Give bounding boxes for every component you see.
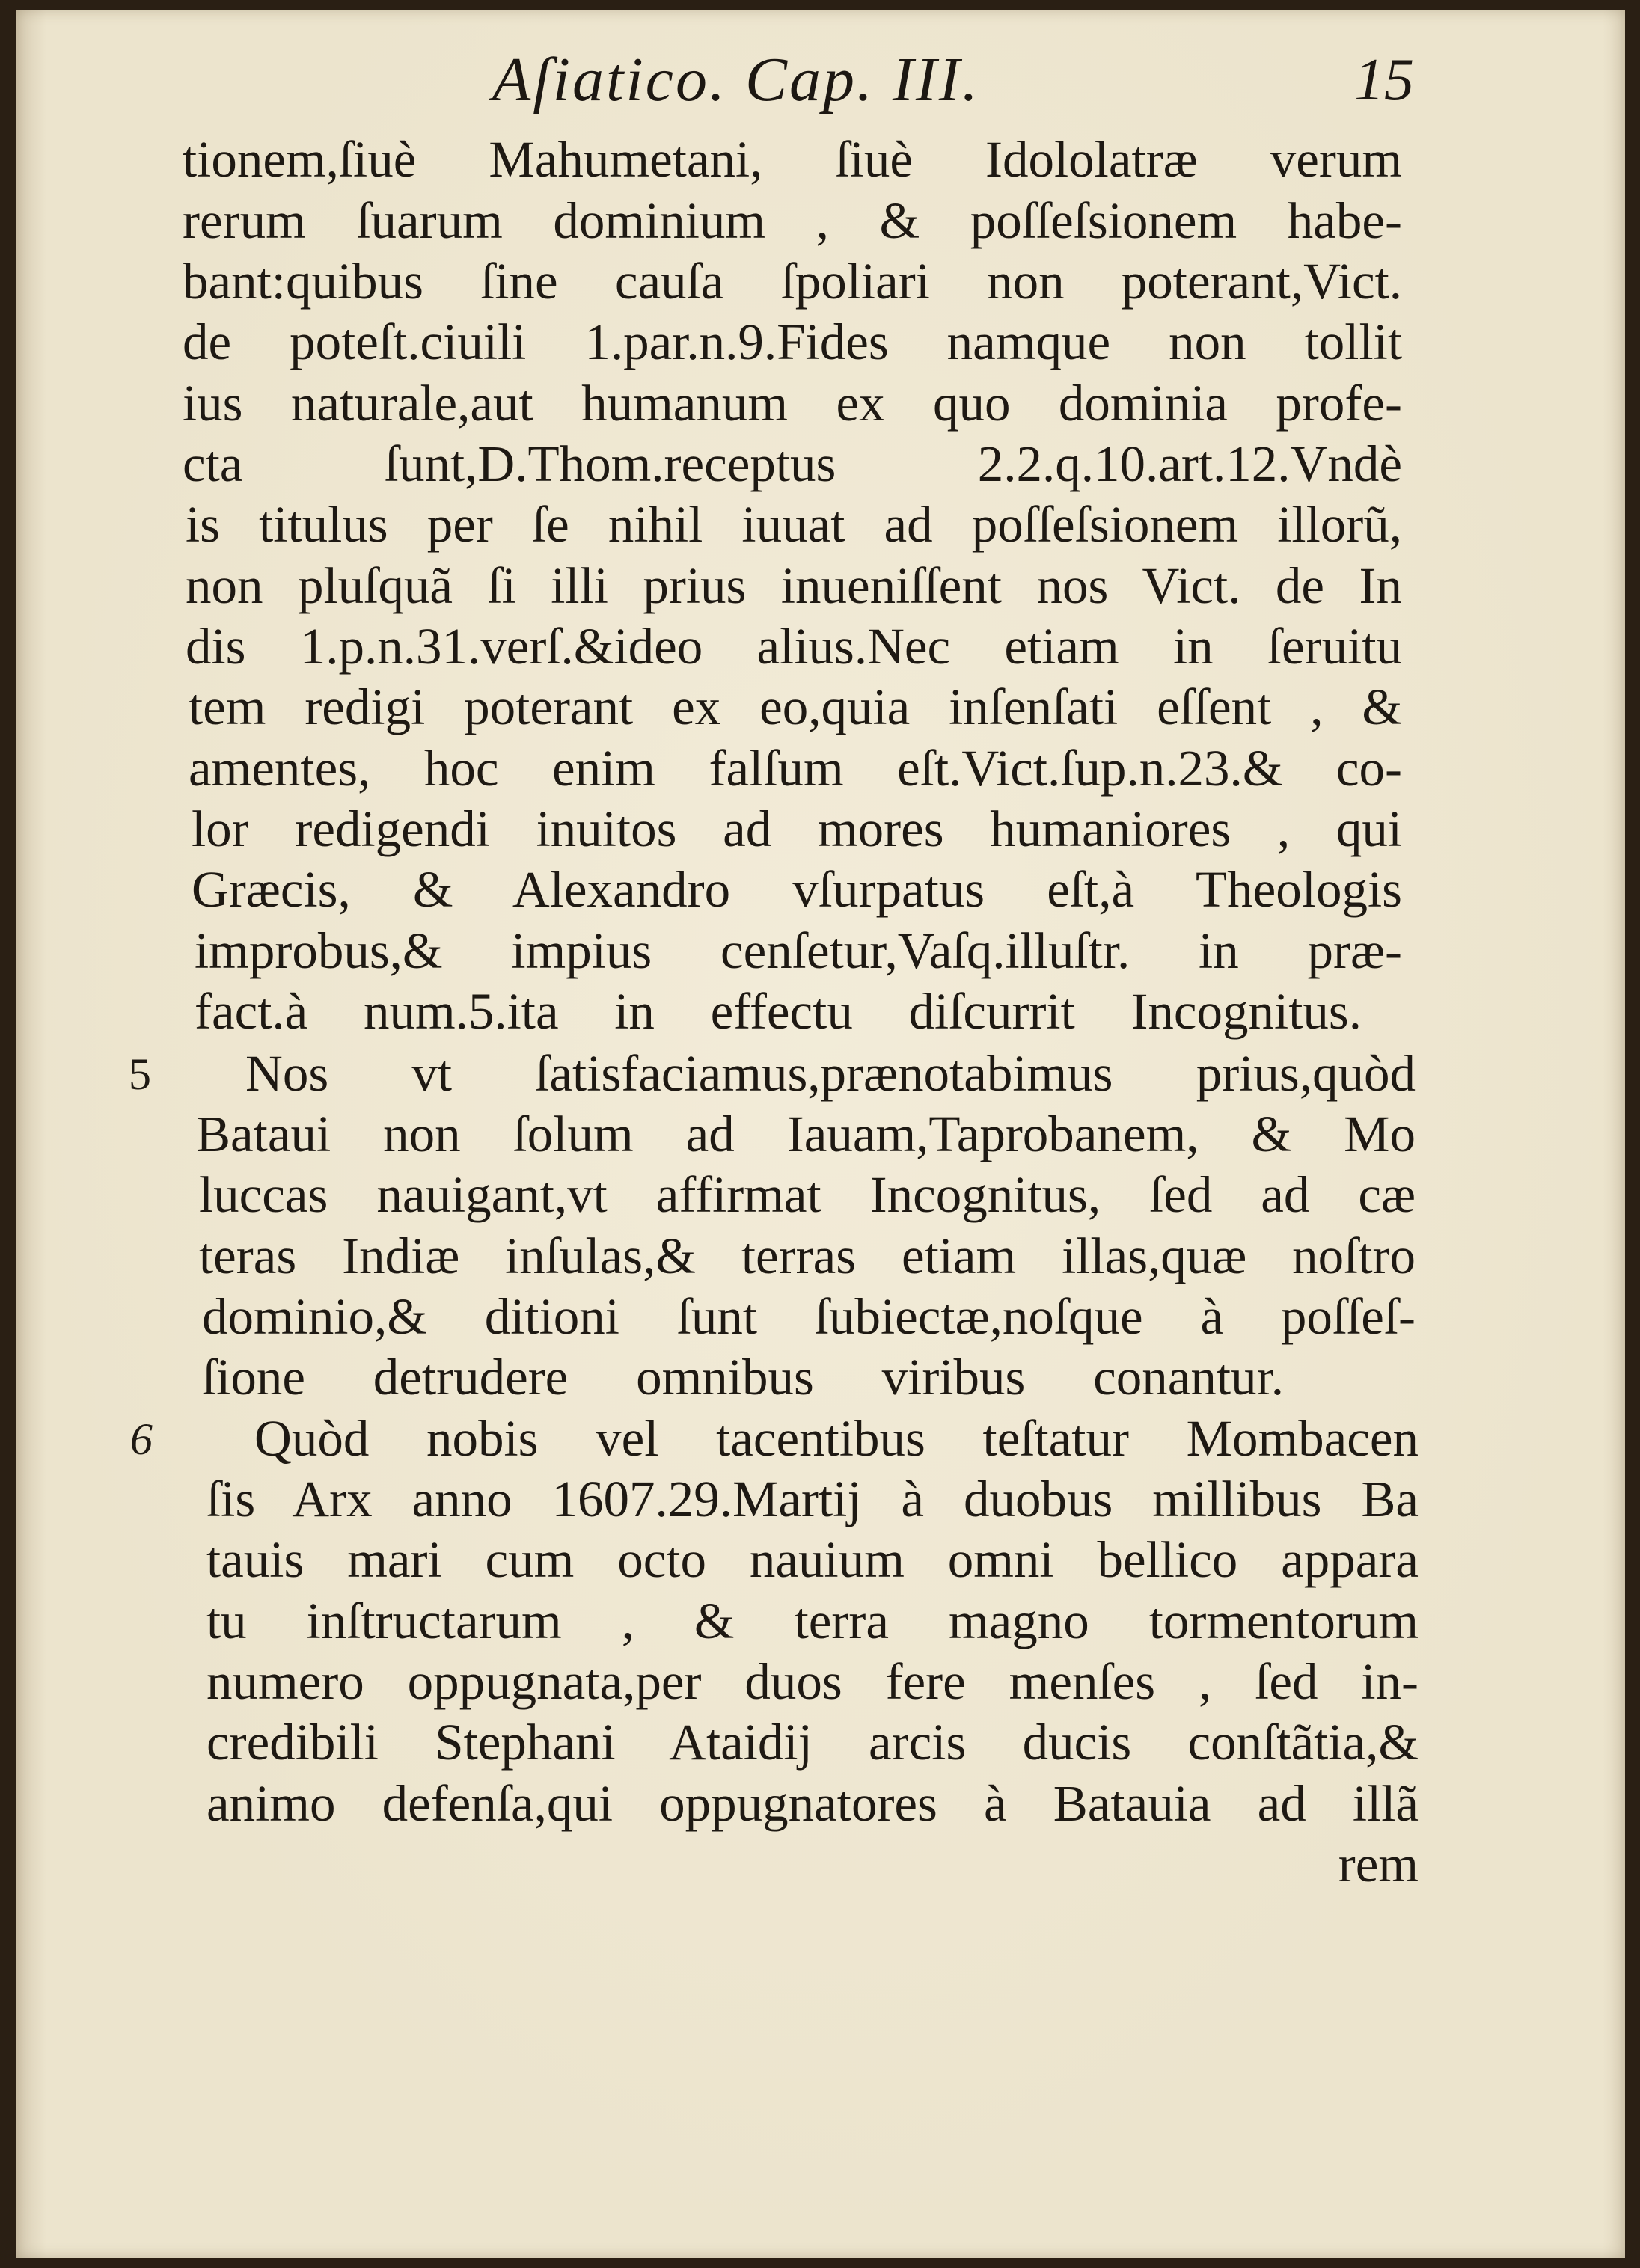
text-line: animo defenſa,qui oppugnatores à Batauia ad illã: [206, 1775, 1419, 1832]
text-line: Nos vt ſatisfaciamus,prænotabimus prius,quòd: [245, 1045, 1416, 1102]
text-line: lor redigendi inuitos ad mores humaniores , qui: [192, 800, 1402, 857]
text-line: de poteſt.ciuili 1.par.n.9.Fides namque non tollit: [183, 313, 1402, 370]
book-page: [16, 10, 1625, 2258]
text-line: Græcis, & Alexandro vſurpatus eſt,à Theologis: [192, 861, 1402, 918]
margin-paragraph-number: 6: [130, 1415, 153, 1464]
text-line: cta ſunt,D.Thom.receptus 2.2.q.10.art.12.Vndè: [183, 435, 1402, 492]
text-line: fact.à num.5.ita in effectu diſcurrit Incognitus.: [195, 983, 1362, 1040]
page-number: 15: [1354, 47, 1414, 113]
text-line: tionem,ſiuè Mahumetani, ſiuè Idololatræ verum: [183, 131, 1402, 188]
text-line: rerum ſuarum dominium , & poſſeſsionem habe-: [183, 192, 1402, 249]
text-body: [16, 10, 1625, 2258]
text-line: bant:quibus ſine cauſa ſpoliari non poterant,Vict.: [183, 253, 1402, 310]
text-line: improbus,& impius cenſetur,Vaſq.illuſtr. in præ-: [195, 922, 1402, 979]
text-line: dominio,& ditioni ſunt ſubiectæ,noſque à poſſeſ-: [202, 1288, 1416, 1345]
text-line: non pluſquã ſi illi prius inueniſſent nos Vict. de In: [186, 557, 1402, 614]
text-line: ſione detrudere omnibus viribus conantur.: [202, 1349, 1284, 1406]
text-line: numero oppugnata,per duos fere menſes , ſed in-: [206, 1653, 1419, 1710]
text-line: is titulus per ſe nihil iuuat ad poſſeſsionem illorũ,: [186, 496, 1402, 553]
text-line: tem redigi poterant ex eo,quia inſenſati eſſent , &: [189, 678, 1402, 735]
text-line: Bataui non ſolum ad Iauam,Taprobanem, & Mo: [196, 1106, 1416, 1162]
text-line: credibili Stephani Ataidij arcis ducis conſtãtia,&: [206, 1714, 1419, 1771]
text-line: tu inſtructarum , & terra magno tormentorum: [206, 1593, 1419, 1649]
text-line: amentes, hoc enim falſum eſt.Vict.ſup.n.23.& co-: [189, 740, 1402, 797]
text-line: luccas nauigant,vt affirmat Incognitus, ſed ad cæ: [199, 1166, 1416, 1223]
text-line: ius naturale,aut humanum ex quo dominia profe-: [183, 375, 1402, 432]
catchword: rem: [1338, 1836, 1419, 1892]
text-line: tauis mari cum octo nauium omni bellico appara: [206, 1531, 1419, 1588]
running-head-title: Aſiatico. Cap. III.: [492, 45, 980, 114]
text-line: dis 1.p.n.31.verſ.&ideo alius.Nec etiam in ſeruitu: [186, 618, 1402, 675]
margin-paragraph-number: 5: [129, 1049, 151, 1099]
text-line: teras Indiæ inſulas,& terras etiam illas,quæ noſtro: [199, 1228, 1416, 1284]
text-line: ſis Arx anno 1607.29.Martij à duobus millibus Ba: [206, 1471, 1419, 1527]
text-line: Quòd nobis vel tacentibus teſtatur Mombacen: [254, 1410, 1419, 1467]
